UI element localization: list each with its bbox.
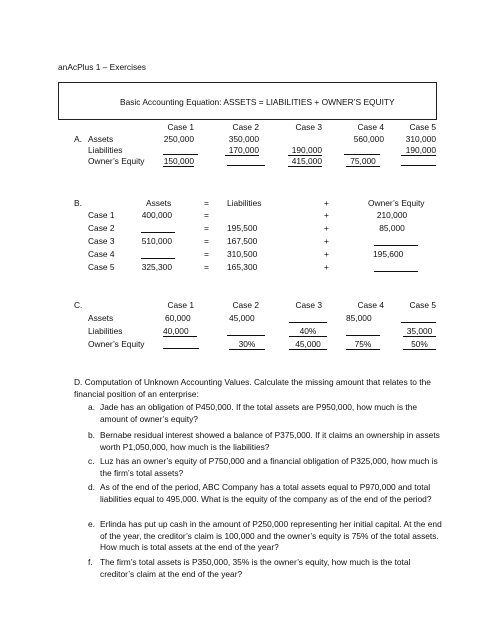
cell-a-eq-3: 415,000: [288, 156, 322, 167]
b-equity-2: 85,000: [379, 223, 405, 233]
document-title: anAcPlus 1 – Exercises: [58, 62, 146, 72]
blank-c-assets-3[interactable]: [289, 322, 327, 323]
c-case-header-5: Case 5: [409, 300, 436, 310]
blank-a-liab-4[interactable]: [344, 154, 380, 155]
b-header-equity: Owner’s Equity: [368, 198, 425, 208]
blank-c-liab-4[interactable]: [346, 335, 380, 336]
case-header-5: Case 5: [409, 122, 436, 132]
d-item-f-letter: f.: [88, 557, 93, 567]
b-row-label-3: Case 3: [88, 236, 115, 246]
b-header-liabilities: Liabilities: [227, 198, 262, 208]
cell-a-assets-1: 250,000: [163, 134, 194, 144]
case-header-1: Case 1: [167, 122, 194, 132]
b-row-label-5: Case 5: [88, 262, 115, 272]
b-plus-5: +: [324, 262, 329, 272]
blank-b-equity-3[interactable]: [374, 245, 418, 246]
d-item-d-letter: d.: [88, 482, 95, 492]
c-case-header-1: Case 1: [167, 300, 194, 310]
b-plus-4: +: [324, 249, 329, 259]
section-b-marker: B.: [74, 198, 82, 208]
c-assets-4: 85,000: [346, 313, 372, 323]
d-item-c-letter: c.: [88, 456, 95, 466]
c-eq-4: 75%: [346, 339, 380, 350]
row-label-equity: Owner’s Equity: [88, 156, 145, 166]
section-c-marker: C.: [74, 300, 83, 310]
c-case-header-2: Case 2: [232, 300, 259, 310]
equation-title: Basic Accounting Equation: ASSETS = LIABILITIES + OWNER’S EQUITY: [120, 97, 395, 107]
blank-a-eq-5[interactable]: [401, 165, 436, 166]
c-row-label-equity: Owner’s Equity: [88, 339, 145, 349]
row-label-assets: Assets: [88, 134, 114, 144]
cell-a-eq-1: 150,000: [163, 156, 194, 166]
section-a-marker: A.: [74, 134, 82, 144]
blank-c-eq-1[interactable]: [163, 348, 199, 349]
c-liab-3: 40%: [289, 326, 327, 337]
b-assets-3: 510,000: [141, 236, 172, 246]
d-item-c-text: Luz has an owner’s equity of P750,000 and a financial obligation of P325,000, how much is the firm’s total assets?: [100, 456, 438, 478]
b-assets-5: 325,300: [141, 262, 172, 272]
b-row-label-4: Case 4: [88, 249, 115, 259]
b-row-label-2: Case 2: [88, 223, 115, 233]
cell-a-assets-4: 560,000: [353, 134, 384, 144]
b-row-label-1: Case 1: [88, 210, 115, 220]
b-liab-4: 310,500: [227, 249, 258, 259]
b-header-plus: +: [324, 198, 329, 208]
blank-b-equity-5[interactable]: [374, 271, 418, 272]
cell-a-liab-5: 190,000: [401, 145, 436, 156]
c-case-header-3: Case 3: [295, 300, 322, 310]
b-eq-3: =: [204, 236, 209, 246]
b-eq-5: =: [204, 262, 209, 272]
blank-c-liab-2[interactable]: [227, 335, 265, 336]
d-item-a-letter: a.: [88, 402, 95, 412]
c-liab-5: 35,000: [403, 326, 436, 337]
b-eq-4: =: [204, 249, 209, 259]
blank-b-assets-2[interactable]: [141, 232, 175, 233]
cell-a-liab-2: 170,000: [225, 145, 259, 156]
c-eq-5: 50%: [403, 339, 436, 350]
d-item-f-text: The firm’s total assets is P350,000, 35% is the owner’s equity, how much is the total creditor’s claim at the end of the year?: [100, 557, 411, 579]
b-eq-2: =: [204, 223, 209, 233]
d-item-b-text: Bernabe residual interest showed a balance of P375,000. If it claims an ownership in assets worth P1,050,000, how much is the liabilities?: [100, 430, 440, 452]
d-item-e-text: Erlinda has put up cash in the amount of P250,000 representing her initial capital. At the end of the year, the creditor’s claim is 100,000 and the owner’s equity is 75% of the total assets. How much is total assets at the end of the year?: [100, 519, 442, 552]
c-case-header-4: Case 4: [357, 300, 384, 310]
b-plus-1: +: [324, 210, 329, 220]
cell-a-assets-2: 350,000: [228, 134, 259, 144]
b-header-assets: Assets: [146, 198, 172, 208]
d-item-e-letter: e.: [88, 519, 95, 529]
row-label-liabilities: Liabilities: [88, 145, 123, 155]
blank-c-assets-5[interactable]: [401, 322, 436, 323]
b-plus-3: +: [324, 236, 329, 246]
c-row-label-assets: Assets: [88, 313, 114, 323]
blank-b-assets-4[interactable]: [141, 258, 175, 259]
cell-a-eq-4: 75,000: [346, 156, 380, 167]
b-liab-2: 195,500: [227, 223, 258, 233]
b-eq-1: =: [204, 210, 209, 220]
case-header-4: Case 4: [357, 122, 384, 132]
section-d-intro: D. Computation of Unknown Accounting Values. Calculate the missing amount that relates to the financial position of an enterprise:: [74, 377, 431, 399]
c-assets-2: 45,000: [229, 313, 255, 323]
b-liab-5: 165,300: [227, 262, 258, 272]
case-header-3: Case 3: [295, 122, 322, 132]
b-assets-1: 400,000: [141, 210, 172, 220]
blank-a-liab-1[interactable]: [163, 154, 198, 155]
b-plus-2: +: [324, 223, 329, 233]
d-item-a-text: Jade has an obligation of P450,000. If the total assets are P950,000, how much is the amount of owner’s equity?: [100, 402, 418, 424]
blank-a-eq-2[interactable]: [227, 165, 265, 166]
b-equity-1: 210,000: [376, 210, 408, 220]
c-eq-2: 30%: [229, 339, 265, 350]
cell-a-liab-3: 190,000: [288, 145, 322, 156]
c-eq-3: 45,000: [289, 339, 327, 350]
c-liab-1: 40,000: [163, 326, 197, 337]
d-item-b-letter: b.: [88, 430, 95, 440]
d-item-d-text: As of the end of the period, ABC Company has a total assets equal to P970,000 and total liabilities equal to 495,000. What is the equity of the company as of the end of the period?: [100, 482, 432, 504]
c-assets-1: 60,000: [165, 313, 191, 323]
cell-a-assets-5: 310,000: [405, 134, 436, 144]
c-row-label-liabilities: Liabilities: [88, 326, 123, 336]
b-equity-4: 195,600: [373, 249, 404, 259]
b-liab-3: 167,500: [227, 236, 258, 246]
case-header-2: Case 2: [232, 122, 259, 132]
b-header-eq: =: [204, 198, 209, 208]
